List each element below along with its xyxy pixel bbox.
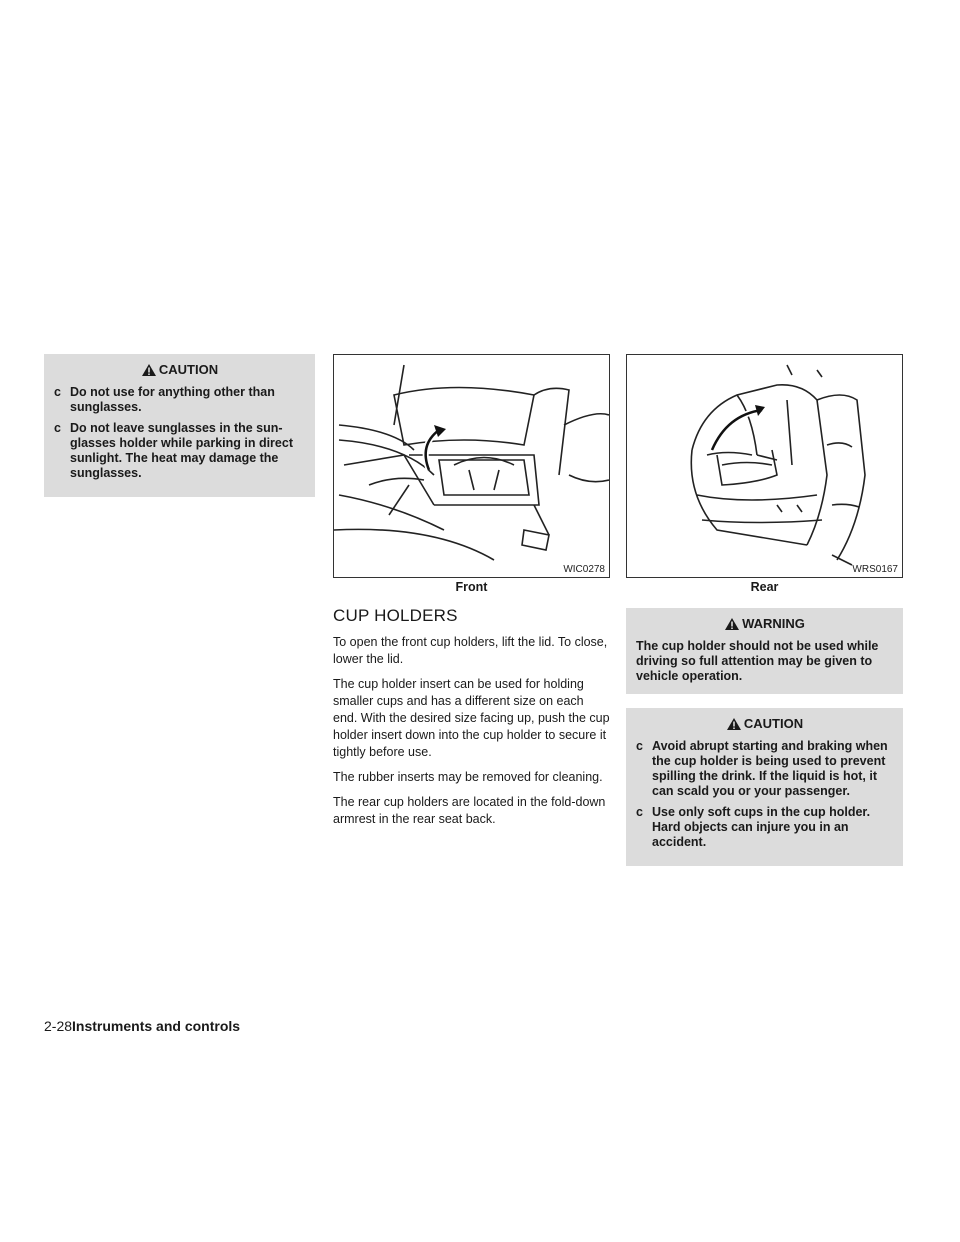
bullet: c: [54, 421, 61, 435]
page-footer: [44, 1018, 240, 1034]
warning-text: The cup holder should not be used while driving so full attention may be given to vehicle operation.: [636, 639, 879, 683]
caution-item: c Use only soft cups in the cup holder. Hard objects can injure you in an accident.: [636, 805, 871, 849]
section-name: Instruments and controls: [72, 1018, 241, 1034]
caution-header: [636, 716, 893, 731]
right-column: [626, 354, 903, 866]
caution-header-text: CAUTION: [158, 362, 219, 377]
rear-figure-caption: Rear: [750, 580, 779, 594]
caution-header-text: CAUTION: [743, 716, 804, 731]
front-cup-holder-figure: [333, 354, 610, 578]
warning-triangle-icon: [726, 717, 742, 731]
warning-header: [636, 616, 893, 631]
bullet: c: [54, 385, 61, 399]
warning-triangle-icon: [141, 363, 157, 377]
rear-cup-holder-figure: [626, 354, 903, 578]
warning-triangle-icon: [724, 617, 740, 631]
front-cup-holder-illustration: [334, 355, 610, 578]
caution-header: [54, 362, 305, 377]
figure-code: WIC0278: [563, 564, 605, 575]
paragraph: The cup holder insert can be used for holding smaller cups and has a different size on each end. With the desired size facing up, push the cup holder insert down into the cup holder to secure it tightly before use.: [333, 677, 610, 759]
bullet: c: [636, 805, 643, 819]
warning-box: [626, 608, 903, 694]
caution-item: c Do not leave sunglasses in the sun-glasses holder while parking in direct sunlight. The heat may damage the sunglasses.: [54, 421, 293, 480]
caution-list: [54, 385, 305, 481]
section-title: CUP HOLDERS: [333, 606, 458, 625]
middle-column: [333, 354, 610, 836]
bullet: c: [636, 739, 643, 753]
caution-item: c Do not use for anything other than sunglasses.: [54, 385, 275, 414]
figure-code: WRS0167: [852, 564, 898, 575]
page-number: 2-28: [44, 1018, 73, 1034]
warning-header-text: WARNING: [742, 616, 805, 631]
caution-list: [636, 739, 893, 850]
left-column: [44, 354, 315, 497]
cup-holder-caution-box: [626, 708, 903, 866]
paragraph: The rear cup holders are located in the fold-down armrest in the rear seat back.: [333, 795, 606, 826]
caution-item: c Avoid abrupt starting and braking when the cup holder is being used to prevent spilling the drink. If the liquid is hot, it can scald you or your passenger.: [636, 739, 888, 798]
sunglasses-caution-box: [44, 354, 315, 497]
paragraph: To open the front cup holders, lift the lid. To close, lower the lid.: [333, 635, 608, 666]
paragraph: The rubber inserts may be removed for cleaning.: [333, 770, 603, 784]
front-figure-caption: Front: [455, 580, 488, 594]
rear-cup-holder-illustration: [627, 355, 903, 578]
